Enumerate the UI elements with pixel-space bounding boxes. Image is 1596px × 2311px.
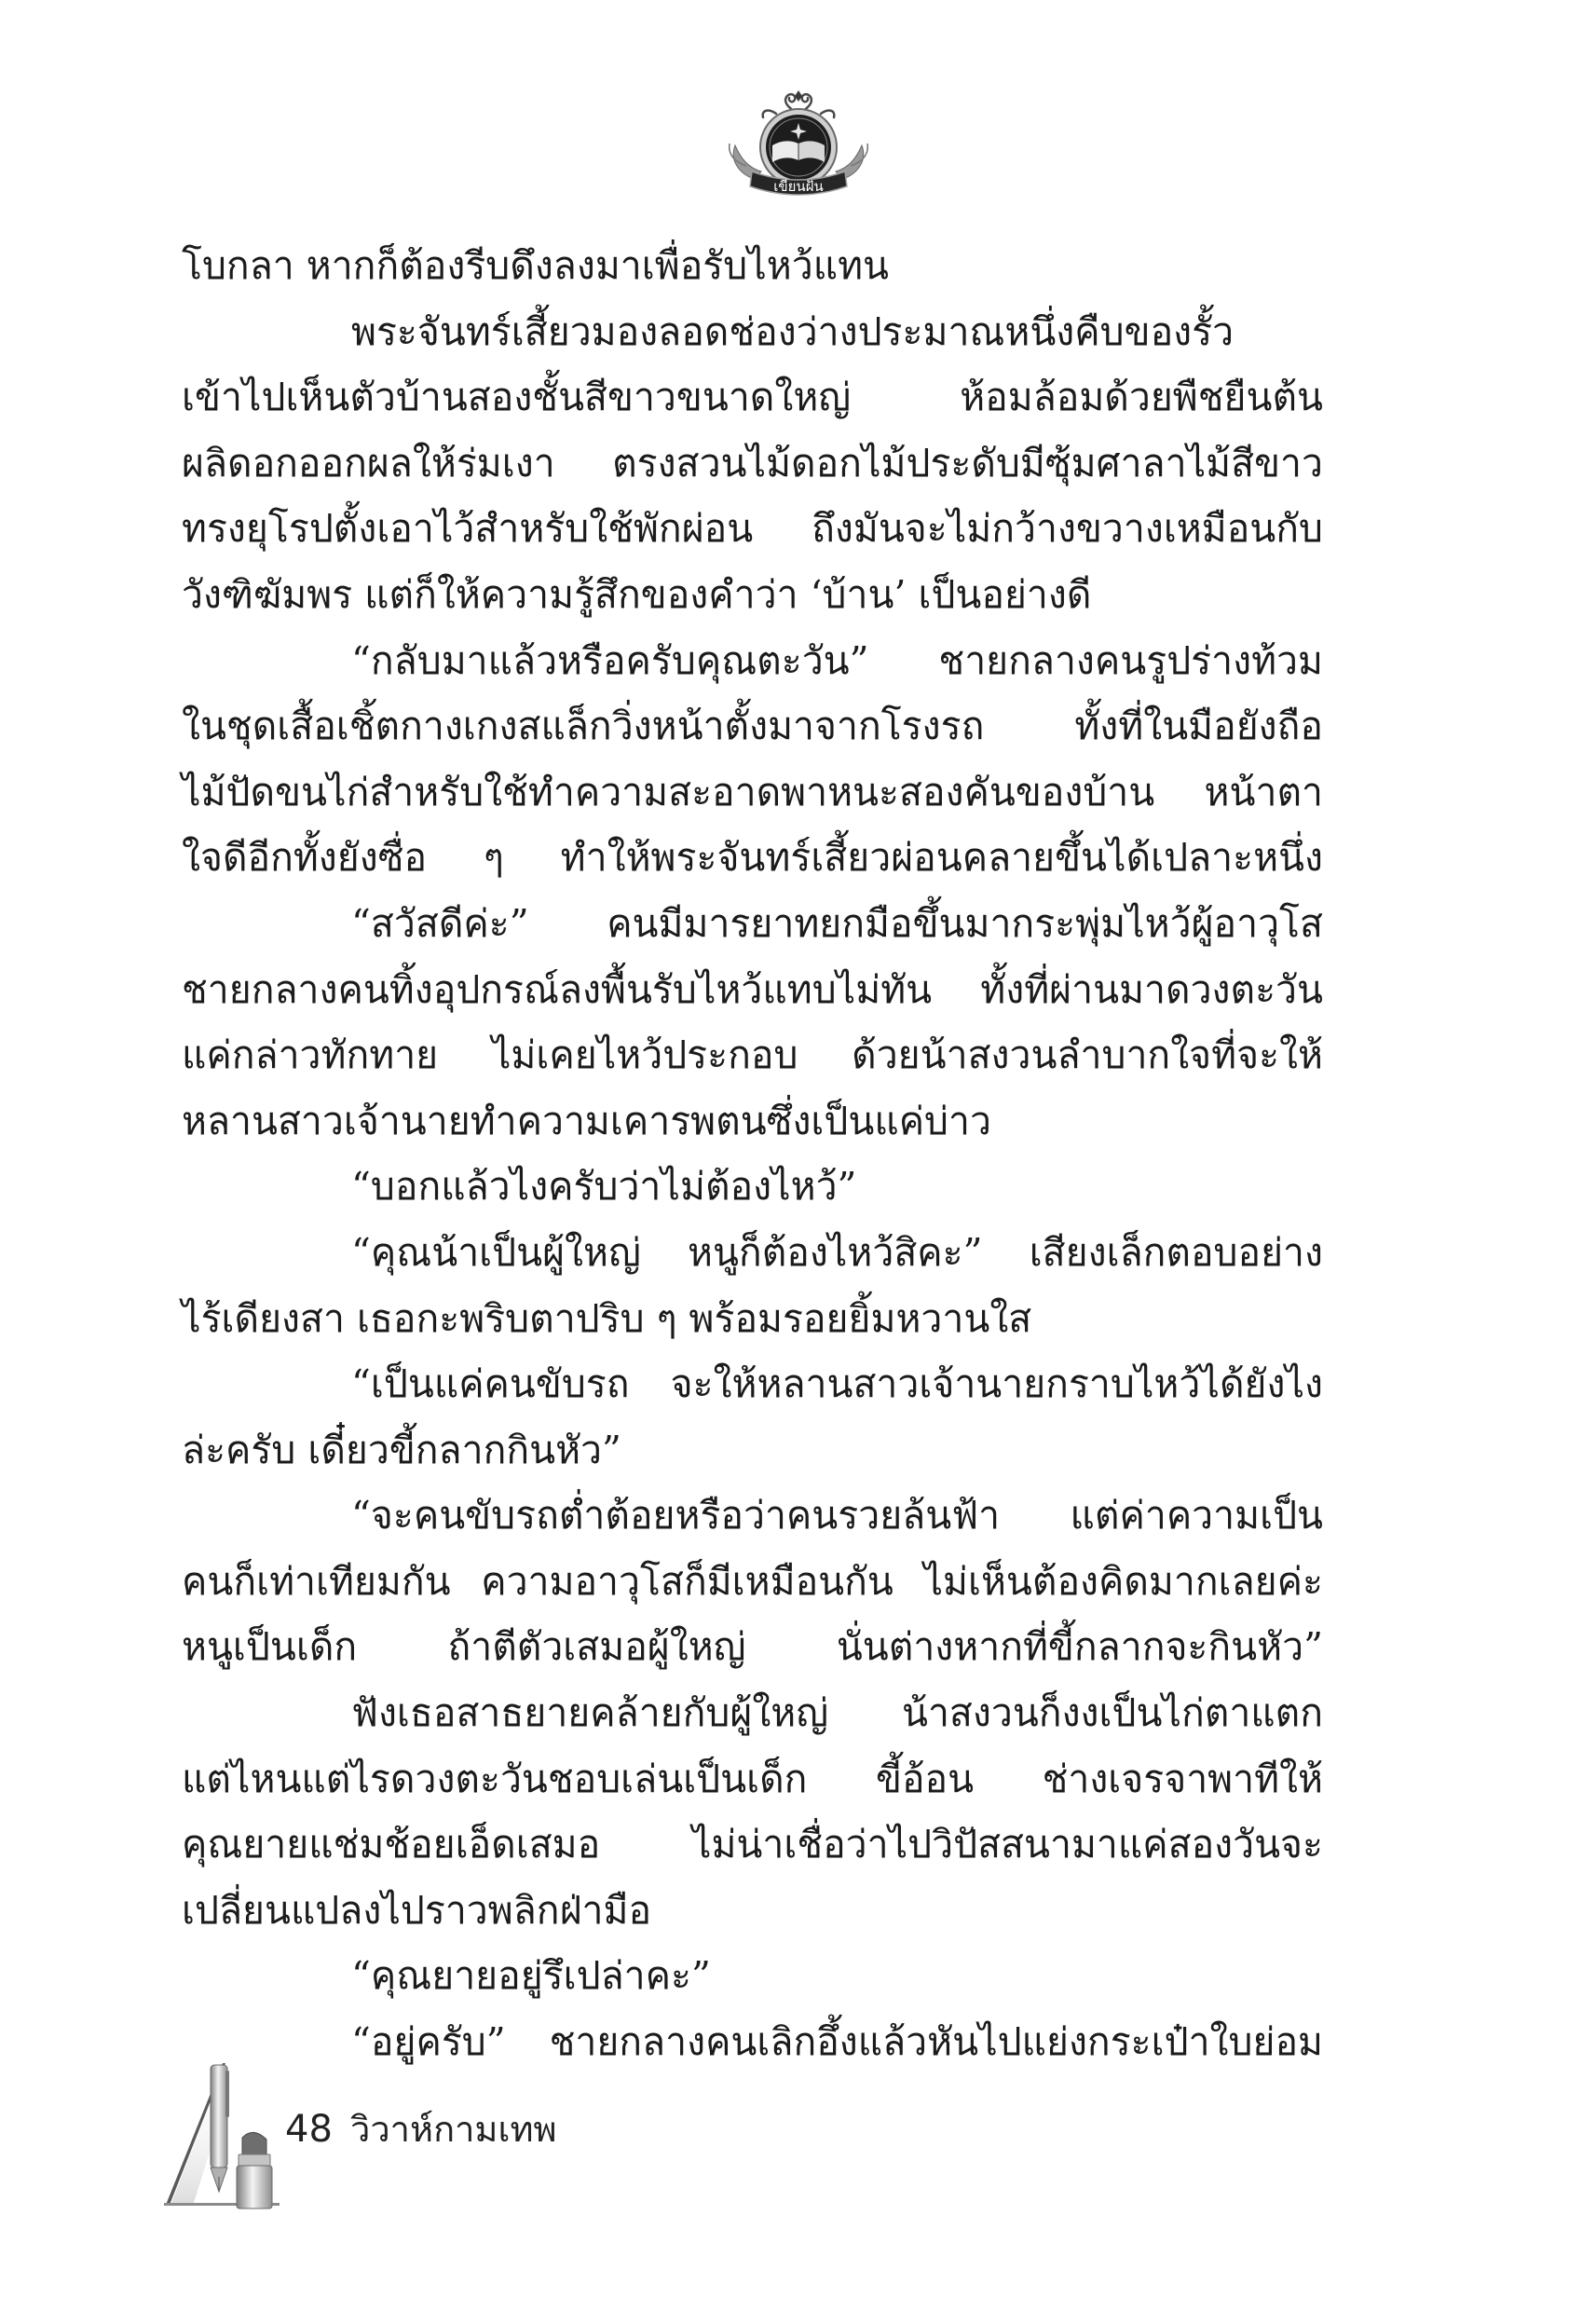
page-body xyxy=(182,233,1323,2075)
paragraph xyxy=(182,2009,1323,2075)
text-line: โบกลา หากก็ต้องรีบดึงลงมาเพื่อรับไหว้แทน xyxy=(182,243,890,288)
logo-text: เขียนฝัน xyxy=(773,178,824,195)
paragraph xyxy=(182,1220,1323,1351)
page-number: 48 xyxy=(285,2108,333,2151)
paragraph xyxy=(182,1680,1323,1943)
paragraph xyxy=(182,1483,1323,1680)
text-line: “เป็นแค่คนขับรถ จะให้หลานสาวเจ้านายกราบไหว้ได้ยังไง xyxy=(351,1361,1323,1407)
text-line: “กลับมาแล้วหรือครับคุณตะวัน” ชายกลางคนรูปร่างท้วม xyxy=(351,637,1323,683)
paragraph xyxy=(182,891,1323,1154)
text-line: แต่ไหนแต่ไรดวงตะวันชอบเล่นเป็นเด็ก ขี้อ้อน ช่างเจรจาพาทีให้ xyxy=(182,1756,1323,1801)
pen-and-lipstick-icon xyxy=(157,2056,283,2216)
paragraph xyxy=(182,299,1323,628)
paragraph xyxy=(182,1154,1323,1220)
text-line: “คุณยายอยู่รึเปล่าคะ” xyxy=(351,1953,711,1999)
text-line: คนก็เท่าเทียมกัน ความอาวุโสก็มีเหมือนกัน ไม่เห็นต้องคิดมากเลยค่ะ xyxy=(182,1558,1323,1604)
text-line: ทรงยุโรปตั้งเอาไว้สำหรับใช้พักผ่อน ถึงมันจะไม่กว้างขวางเหมือนกับ xyxy=(182,506,1323,552)
text-line: ในชุดเสื้อเชิ้ตกางเกงสแล็กวิ่งหน้าตั้งมาจากโรงรถ ทั้งที่ในมือยังถือ xyxy=(182,704,1323,749)
text-line: ไร้เดียงสา เธอกะพริบตาปริบ ๆ พร้อมรอยยิ้มหวานใส xyxy=(182,1295,1032,1341)
text-line: ชายกลางคนทิ้งอุปกรณ์ลงพื้นรับไหว้แทบไม่ทัน ทั้งที่ผ่านมาดวงตะวัน xyxy=(182,966,1323,1012)
text-line: หลานสาวเจ้านายทำความเคารพตนซึ่งเป็นแค่บ่าว xyxy=(182,1098,991,1143)
publisher-logo-icon xyxy=(694,89,903,201)
text-line: “บอกแล้วไงครับว่าไม่ต้องไหว้” xyxy=(351,1164,857,1210)
paragraph xyxy=(182,1351,1323,1483)
text-line: คุณยายแช่มช้อยเอ็ดเสมอ ไม่น่าเชื่อว่าไปวิปัสสนามาแค่สองวันจะ xyxy=(182,1822,1323,1867)
text-line: ไม้ปัดขนไก่สำหรับใช้ทำความสะอาดพาหนะสองคันของบ้าน หน้าตา xyxy=(182,769,1323,814)
text-line: “สวัสดีค่ะ” คนมีมารยาทยกมือขึ้นมากระพุ่มไหว้ผู้อาวุโส xyxy=(351,900,1323,946)
text-line: เปลี่ยนแปลงไปราวพลิกฝ่ามือ xyxy=(182,1887,652,1933)
text-line: เข้าไปเห็นตัวบ้านสองชั้นสีขาวขนาดใหญ่ ห้อมล้อมด้วยพืชยืนต้น xyxy=(182,375,1323,420)
paragraph xyxy=(182,1943,1323,2009)
text-line: ล่ะครับ เดี๋ยวขี้กลากกินหัว” xyxy=(182,1427,621,1472)
text-line: “จะคนขับรถต่ำต้อยหรือว่าคนรวยล้นฟ้า แต่ค่าความเป็น xyxy=(351,1493,1323,1538)
text-line: ใจดีอีกทั้งยังซื่อ ๆ ทำให้พระจันทร์เสี้ยวผ่อนคลายขึ้นได้เปลาะหนึ่ง xyxy=(182,835,1323,881)
text-line: หนูเป็นเด็ก ถ้าตีตัวเสมอผู้ใหญ่ นั่นต่างหากที่ขี้กลากจะกินหัว” xyxy=(182,1624,1323,1670)
text-line: วังฑิฆัมพร แต่ก็ให้ความรู้สึกของคำว่า ‘บ้าน’ เป็นอย่างดี xyxy=(182,571,1092,617)
text-line: “อยู่ครับ” ชายกลางคนเลิกอึ้งแล้วหันไปแย่งกระเป๋าใบย่อม xyxy=(351,2019,1323,2065)
text-line: พระจันทร์เสี้ยวมองลอดช่องว่างประมาณหนึ่งคืบของรั้ว xyxy=(351,308,1235,354)
text-line: ฟังเธอสาธยายคล้ายกับผู้ใหญ่ น้าสงวนก็งงเป็นไก่ตาแตก xyxy=(351,1690,1323,1736)
paragraph xyxy=(182,628,1323,891)
text-line: “คุณน้าเป็นผู้ใหญ่ หนูก็ต้องไหว้สิคะ” เสียงเล็กตอบอย่าง xyxy=(351,1229,1323,1275)
text-line: แค่กล่าวทักทาย ไม่เคยไหว้ประกอบ ด้วยน้าสงวนลำบากใจที่จะให้ xyxy=(182,1032,1323,1078)
paragraph xyxy=(182,233,1323,299)
book-title: วิวาห์กามเทพ xyxy=(350,2109,557,2150)
text-line: ผลิดอกออกผลให้ร่มเงา ตรงสวนไม้ดอกไม้ประดับมีซุ้มศาลาไม้สีขาว xyxy=(182,440,1323,485)
